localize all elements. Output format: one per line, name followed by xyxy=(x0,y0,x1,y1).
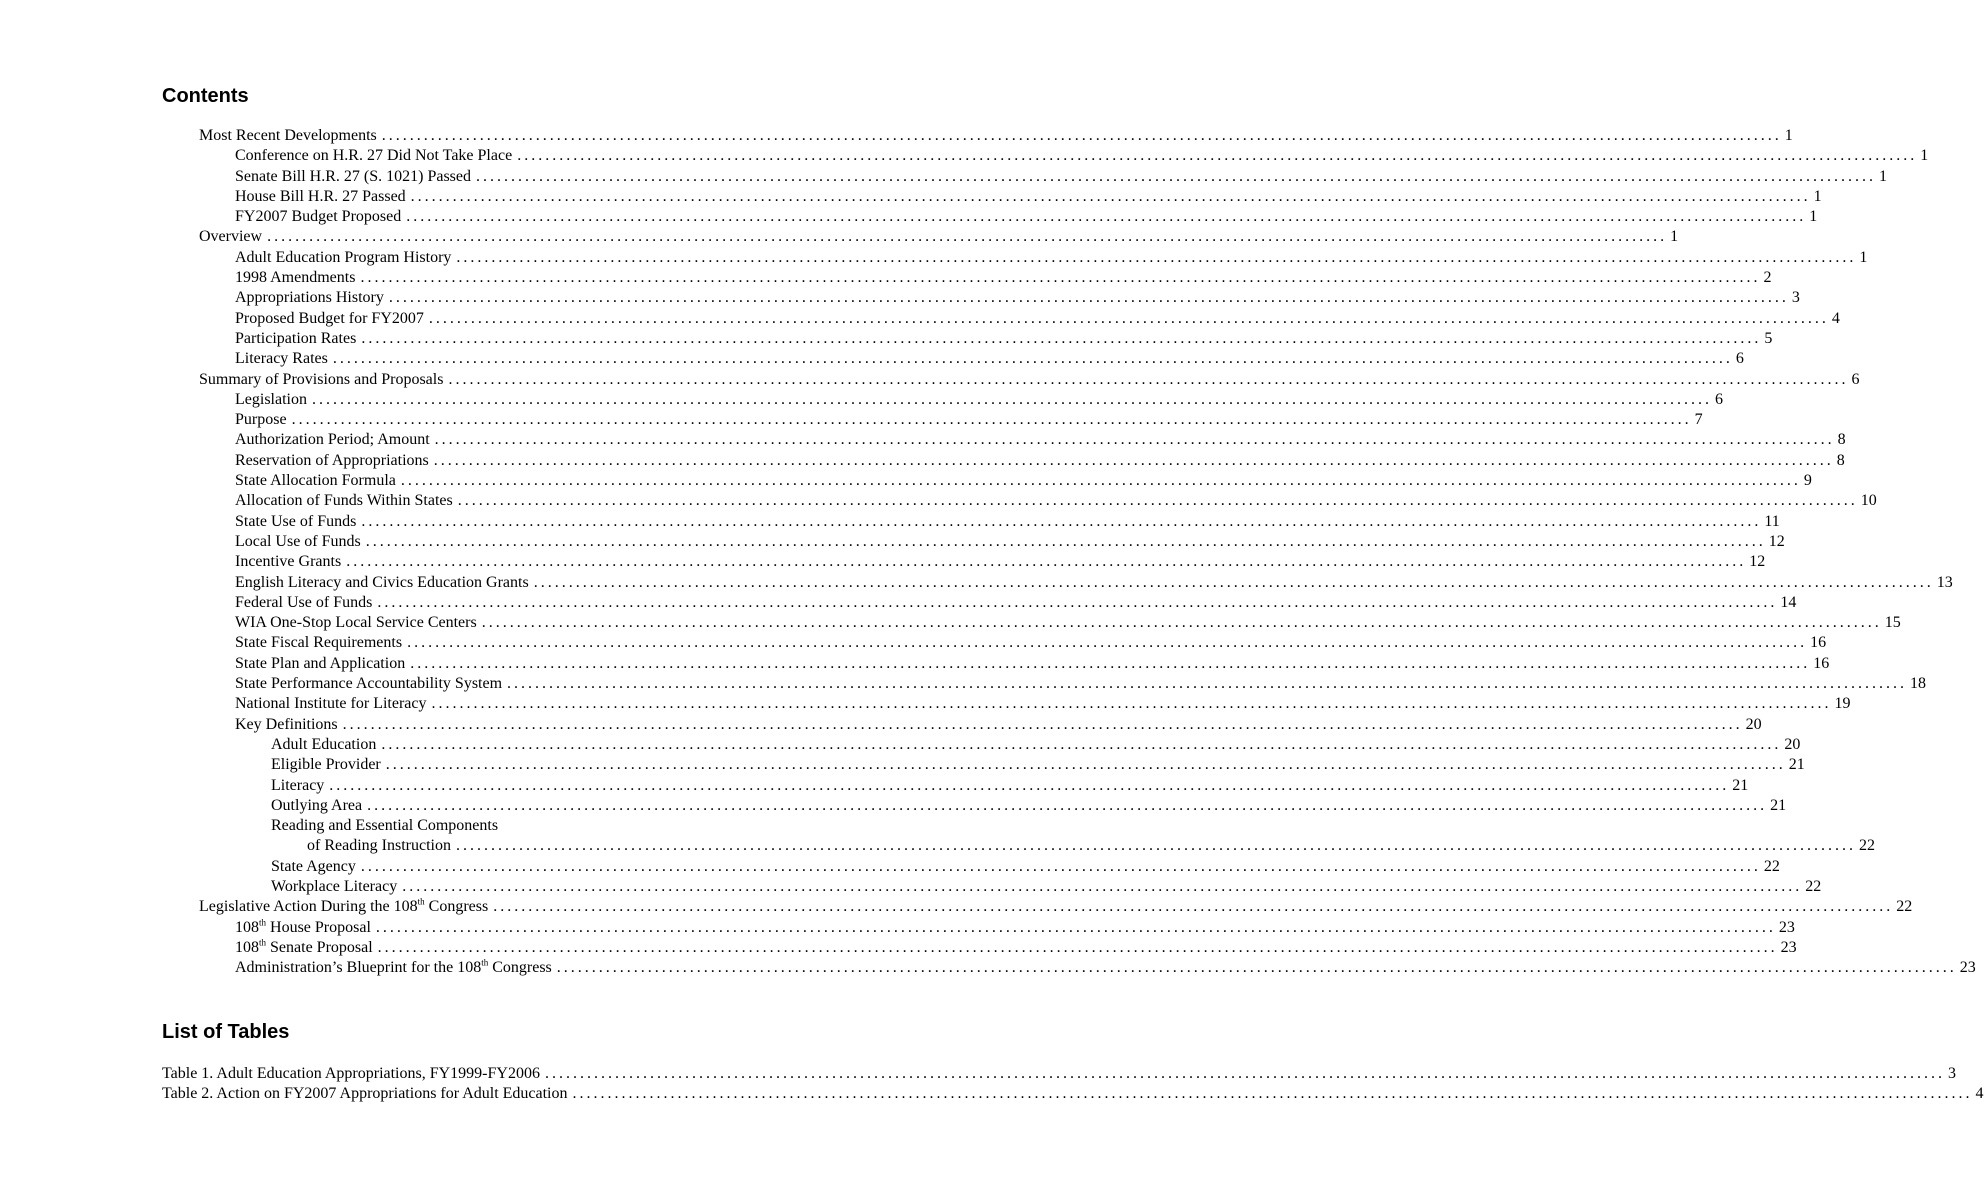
toc-entry-title xyxy=(271,776,324,796)
toc-entry[interactable] xyxy=(235,430,1846,450)
page-number: 22 xyxy=(1805,877,1822,895)
toc-entry-title xyxy=(235,187,406,207)
dot-leader: ........................................................................................................................................................................................................ xyxy=(457,492,1858,510)
toc-entry[interactable] xyxy=(235,329,1773,349)
toc-entry-title xyxy=(235,430,430,450)
entry-title-text: Federal Use of Funds xyxy=(235,593,373,611)
toc-entry[interactable] xyxy=(271,776,1749,796)
page-number: 1 xyxy=(1859,248,1868,266)
toc-entry-title xyxy=(235,633,402,653)
entry-title-text: Senate Bill H.R. 27 (S. 1021) Passed xyxy=(235,167,471,185)
dot-leader: ........................................................................................................................................................................................................ xyxy=(402,877,1803,895)
toc-entry-title xyxy=(271,877,397,897)
toc-entry-title xyxy=(235,248,451,268)
page-number: 20 xyxy=(1745,715,1762,733)
toc-entry[interactable] xyxy=(271,857,1780,877)
toc-entry-title xyxy=(235,167,471,187)
toc-entry[interactable] xyxy=(307,836,1875,856)
entry-title-text: FY2007 Budget Proposed xyxy=(235,208,402,226)
toc-entry[interactable] xyxy=(235,187,1822,207)
entry-title-text: Proposed Budget for FY2007 xyxy=(235,309,424,327)
page-number: 5 xyxy=(1764,329,1773,347)
entry-title-text: of Reading Instruction xyxy=(307,837,451,855)
toc-entry[interactable] xyxy=(271,816,920,836)
page-number: 1 xyxy=(1784,127,1793,144)
page-number: 23 xyxy=(1959,959,1976,977)
dot-leader: ........................................................................................................................................................................................................ xyxy=(367,796,1768,814)
entry-title-text: Adult Education Program History xyxy=(235,248,452,266)
ordinal-superscript: th xyxy=(417,896,425,907)
toc-entry[interactable] xyxy=(235,512,1780,532)
toc-entry[interactable] xyxy=(235,613,1901,633)
toc-entry-title xyxy=(235,918,371,938)
entry-title-text: Purpose xyxy=(235,411,287,429)
toc-entry-title xyxy=(271,735,376,755)
dot-leader: ........................................................................................................................................................................................................ xyxy=(361,512,1762,530)
dot-leader: ........................................................................................................................................................................................................ xyxy=(332,350,1733,368)
table-list-entry[interactable] xyxy=(162,1064,1956,1084)
entry-title-text: Most Recent Developments xyxy=(199,127,377,144)
dot-leader: ........................................................................................................................................................................................................ xyxy=(448,370,1849,388)
entry-title-text: Overview xyxy=(199,228,263,246)
toc-entry[interactable] xyxy=(271,735,1801,755)
entry-title-text: Eligible Provider xyxy=(271,756,381,774)
dot-leader: ........................................................................................................................................................................................................ xyxy=(291,411,1692,429)
toc-entry[interactable] xyxy=(235,167,1887,187)
toc-entry-title xyxy=(235,573,529,593)
entry-title-text: State Performance Accountability System xyxy=(235,675,503,693)
ordinal-superscript: th xyxy=(259,917,267,928)
toc-entry[interactable] xyxy=(199,896,1913,917)
toc-entry-title xyxy=(235,674,502,694)
toc-entry[interactable] xyxy=(235,957,1976,978)
toc-entry[interactable] xyxy=(235,593,1797,613)
dot-leader: ........................................................................................................................................................................................................ xyxy=(365,532,1766,550)
toc-entry[interactable] xyxy=(235,410,1703,430)
toc-entry[interactable] xyxy=(235,309,1840,329)
dot-leader: ........................................................................................................................................................................................................ xyxy=(476,167,1876,185)
page-number: 4 xyxy=(1831,309,1840,327)
page-number: 6 xyxy=(1851,370,1860,388)
toc-entry-title xyxy=(199,370,443,390)
dot-leader: ........................................................................................................................................................................................................ xyxy=(360,857,1761,875)
toc-entry-title xyxy=(235,288,384,308)
dot-leader: ........................................................................................................................................................................................................ xyxy=(410,654,1811,672)
page-number: 22 xyxy=(1896,898,1913,916)
dot-leader: ........................................................................................................................................................................................................ xyxy=(311,390,1712,408)
dot-leader: ........................................................................................................................................................................................................ xyxy=(406,208,1807,226)
toc-entry-title xyxy=(235,268,355,288)
entry-title-text: Adult Education xyxy=(271,735,377,753)
entry-title-text: Literacy Rates xyxy=(235,350,328,368)
entry-title-text: Conference on H.R. 27 Did Not Take Place xyxy=(235,147,513,165)
dot-leader: ........................................................................................................................................................................................................ xyxy=(329,776,1730,794)
toc-entry[interactable] xyxy=(235,248,1868,268)
page-number: 4 xyxy=(1975,1085,1984,1103)
dot-leader: ........................................................................................................................................................................................................ xyxy=(410,187,1811,205)
dot-leader: ........................................................................................................................................................................................................ xyxy=(544,1065,1945,1082)
entry-title-text-after: Congress xyxy=(424,898,489,916)
dot-leader: ........................................................................................................................................................................................................ xyxy=(400,472,1801,490)
toc-entry[interactable] xyxy=(235,390,1723,410)
toc-entry-title xyxy=(235,410,287,430)
dot-leader: ........................................................................................................................................................................................................ xyxy=(388,289,1789,307)
entry-title-text: English Literacy and Civics Education Grants xyxy=(235,573,529,591)
toc-entry-title xyxy=(235,593,372,613)
page-number: 16 xyxy=(1813,654,1830,672)
entry-title-text: 1998 Amendments xyxy=(235,269,356,287)
page-number: 14 xyxy=(1780,593,1797,611)
entry-title-text: Authorization Period; Amount xyxy=(235,431,430,449)
toc-entry[interactable] xyxy=(235,207,1818,227)
dot-leader: ........................................................................................................................................................................................................ xyxy=(434,431,1835,449)
page-number: 12 xyxy=(1768,532,1785,550)
dot-leader: ........................................................................................................................................................................................................ xyxy=(375,918,1776,936)
page-number: 6 xyxy=(1714,390,1723,408)
toc-entry-title xyxy=(235,938,373,958)
toc-entry-title xyxy=(235,471,396,491)
page-number: 10 xyxy=(1860,492,1877,510)
entry-title-text: Outlying Area xyxy=(271,796,363,814)
toc-entry-title xyxy=(235,146,512,166)
page-number: 18 xyxy=(1910,675,1927,693)
list-of-tables xyxy=(0,1064,1984,1105)
page-number: 12 xyxy=(1749,553,1766,571)
toc-entry[interactable] xyxy=(235,532,1785,552)
toc-entry[interactable] xyxy=(235,349,1744,369)
list-of-tables-heading: List of Tables xyxy=(162,1021,290,1043)
toc-entry-title xyxy=(235,715,338,735)
toc-entry[interactable] xyxy=(235,917,1795,938)
dot-leader: ........................................................................................................................................................................................................ xyxy=(346,553,1747,571)
dot-leader: ........................................................................................................................................................................................................ xyxy=(407,634,1808,652)
toc-entry[interactable] xyxy=(235,674,1927,694)
toc-entry-title xyxy=(235,552,341,572)
toc-entry[interactable] xyxy=(235,694,1851,714)
table-list-entry-title xyxy=(162,1084,568,1104)
dot-leader: ........................................................................................................................................................................................................ xyxy=(381,735,1782,753)
toc-entry[interactable] xyxy=(235,471,1812,491)
entry-title-text: Workplace Literacy xyxy=(271,877,398,895)
toc-entry[interactable] xyxy=(235,268,1772,288)
entry-title-text: National Institute for Literacy xyxy=(235,695,427,713)
entry-title-text-after: Senate Proposal xyxy=(266,938,373,956)
page-number: 8 xyxy=(1837,431,1846,449)
toc-entry[interactable] xyxy=(235,288,1800,308)
toc-entry[interactable] xyxy=(235,937,1797,958)
table-list-entry-title xyxy=(162,1064,540,1084)
ordinal-superscript: th xyxy=(481,957,489,968)
page-number: 1 xyxy=(1670,228,1679,246)
page-number: 15 xyxy=(1884,614,1901,632)
entry-title-text: Reading and Essential Components xyxy=(271,817,499,835)
toc-entry[interactable] xyxy=(199,227,1679,247)
toc-entry[interactable] xyxy=(271,796,1787,816)
entry-title-text: State Allocation Formula xyxy=(235,472,396,490)
entry-title-text: Legislative Action During the 108 xyxy=(199,898,418,916)
page-number: 16 xyxy=(1810,634,1827,652)
toc-entry[interactable] xyxy=(235,715,1762,735)
toc-entry-title xyxy=(271,755,381,775)
toc-entry[interactable] xyxy=(235,451,1845,471)
dot-leader: ........................................................................................................................................................................................................ xyxy=(342,715,1743,733)
dot-leader: ........................................................................................................................................................................................................ xyxy=(428,309,1829,327)
entry-title-text: House Bill H.R. 27 Passed xyxy=(235,187,406,205)
page-number: 3 xyxy=(1791,289,1800,307)
page-number: 7 xyxy=(1694,411,1703,429)
page-number: 19 xyxy=(1834,695,1851,713)
entry-title-text: Reservation of Appropriations xyxy=(235,451,429,469)
dot-leader: ........................................................................................................................................................................................................ xyxy=(381,127,1782,144)
page-number: 2 xyxy=(1763,269,1772,287)
toc-entry-title xyxy=(235,309,424,329)
contents-heading: Contents xyxy=(162,85,249,107)
page-number: 3 xyxy=(1947,1065,1956,1082)
toc-entry[interactable] xyxy=(271,877,1822,897)
toc-entry-title xyxy=(235,532,361,552)
page-number: 23 xyxy=(1780,938,1797,956)
toc-entry[interactable] xyxy=(235,491,1877,511)
toc-entry-title xyxy=(235,329,356,349)
dot-leader: ........................................................................................................................................................................................................ xyxy=(507,675,1908,693)
toc-entry-title xyxy=(235,451,429,471)
ordinal-superscript: th xyxy=(259,937,267,948)
page-number: 1 xyxy=(1920,147,1929,165)
page-number: 21 xyxy=(1788,756,1805,774)
entry-title-text: Legislation xyxy=(235,390,307,408)
entry-title-text: Key Definitions xyxy=(235,715,338,733)
entry-title-text: Participation Rates xyxy=(235,329,357,347)
entry-title-text-after: House Proposal xyxy=(266,918,371,936)
page-number: 21 xyxy=(1732,776,1749,794)
toc-entry-title xyxy=(235,207,401,227)
dot-leader: ........................................................................................................................................................................................................ xyxy=(377,938,1778,956)
dot-leader: ........................................................................................................................................................................................................ xyxy=(533,573,1934,591)
toc-entry-title xyxy=(235,390,307,410)
entry-title-text: State Fiscal Requirements xyxy=(235,634,403,652)
toc-entry[interactable] xyxy=(199,126,1793,146)
entry-title-text: Table 2. Action on FY2007 Appropriations for Adult Education xyxy=(162,1085,568,1103)
toc-entry[interactable] xyxy=(235,654,1830,674)
entry-title-text: State Plan and Application xyxy=(235,654,406,672)
toc-entry-title xyxy=(271,796,362,816)
entry-title-text: Summary of Provisions and Proposals xyxy=(199,370,444,388)
dot-leader: ........................................................................................................................................................................................................ xyxy=(433,451,1834,469)
page-number: 23 xyxy=(1778,918,1795,936)
dot-leader: ........................................................................................................................................................................................................ xyxy=(377,593,1778,611)
page-number: 22 xyxy=(1763,857,1780,875)
toc-entry-title xyxy=(271,816,498,836)
dot-leader: ........................................................................................................................................................................................................ xyxy=(517,147,1918,165)
entry-title-text: Allocation of Funds Within States xyxy=(235,492,453,510)
page-number: 20 xyxy=(1784,735,1801,753)
dot-leader: ........................................................................................................................................................................................................ xyxy=(385,756,1786,774)
entry-title-text: Incentive Grants xyxy=(235,553,342,571)
toc-entry-title xyxy=(235,654,405,674)
toc-entry-title xyxy=(235,694,426,714)
page-number: 21 xyxy=(1770,796,1787,814)
toc-entry-title xyxy=(235,349,328,369)
toc-entry[interactable] xyxy=(235,573,1953,593)
entry-title-text: Literacy xyxy=(271,776,325,794)
entry-title-text: State Agency xyxy=(271,857,356,875)
entry-title-text: Table 1. Adult Education Appropriations, FY1999-FY2006 xyxy=(162,1065,540,1082)
toc-entry-title xyxy=(199,126,377,146)
toc-entry-title xyxy=(235,958,552,978)
entry-title-text: State Use of Funds xyxy=(235,512,357,530)
table-list-entry[interactable] xyxy=(162,1084,1984,1104)
toc-entry[interactable] xyxy=(235,552,1766,572)
entry-title-text: WIA One-Stop Local Service Centers xyxy=(235,614,477,632)
toc-entry-title xyxy=(307,836,451,856)
entry-title-text: Appropriations History xyxy=(235,289,384,307)
dot-leader: ........................................................................................................................................................................................................ xyxy=(572,1085,1973,1103)
dot-leader: ........................................................................................................................................................................................................ xyxy=(431,695,1832,713)
toc-entry[interactable] xyxy=(271,755,1805,775)
dot-leader: ........................................................................................................................................................................................................ xyxy=(556,959,1957,977)
page-number: 1 xyxy=(1813,187,1822,205)
dot-leader: ........................................................................................................................................................................................................ xyxy=(481,614,1882,632)
table-of-contents xyxy=(0,126,1976,978)
toc-entry[interactable] xyxy=(199,370,1860,390)
dot-leader: ........................................................................................................................................................................................................ xyxy=(493,898,1894,916)
toc-entry-title xyxy=(235,491,453,511)
dot-leader: ........................................................................................................................................................................................................ xyxy=(361,329,1762,347)
entry-title-text: Local Use of Funds xyxy=(235,532,361,550)
entry-title-text: Administration’s Blueprint for the 108 xyxy=(235,959,482,977)
dot-leader: ........................................................................................................................................................................................................ xyxy=(455,837,1856,855)
toc-entry-title xyxy=(235,613,477,633)
toc-entry[interactable] xyxy=(235,633,1827,653)
page-number: 1 xyxy=(1879,167,1887,185)
page-number: 11 xyxy=(1764,512,1780,530)
dot-leader: ........................................................................................................................................................................................................ xyxy=(456,248,1857,266)
toc-entry-title xyxy=(199,227,262,247)
toc-entry-title xyxy=(235,512,356,532)
toc-entry-title xyxy=(271,857,356,877)
entry-title-text-after: Congress xyxy=(488,959,552,977)
toc-entry[interactable] xyxy=(235,146,1929,166)
entry-title-text: 108 xyxy=(235,938,259,956)
page-number: 22 xyxy=(1858,837,1875,855)
entry-title-text: 108 xyxy=(235,918,259,936)
page-number: 6 xyxy=(1735,350,1744,368)
page-number: 13 xyxy=(1936,573,1953,591)
page-number: 1 xyxy=(1809,208,1818,226)
page-number: 8 xyxy=(1836,451,1845,469)
toc-entry-title xyxy=(199,897,488,917)
dot-leader: ........................................................................................................................................................................................................ xyxy=(267,228,1668,246)
page-number: 9 xyxy=(1803,472,1812,490)
dot-leader: ........................................................................................................................................................................................................ xyxy=(360,269,1761,287)
